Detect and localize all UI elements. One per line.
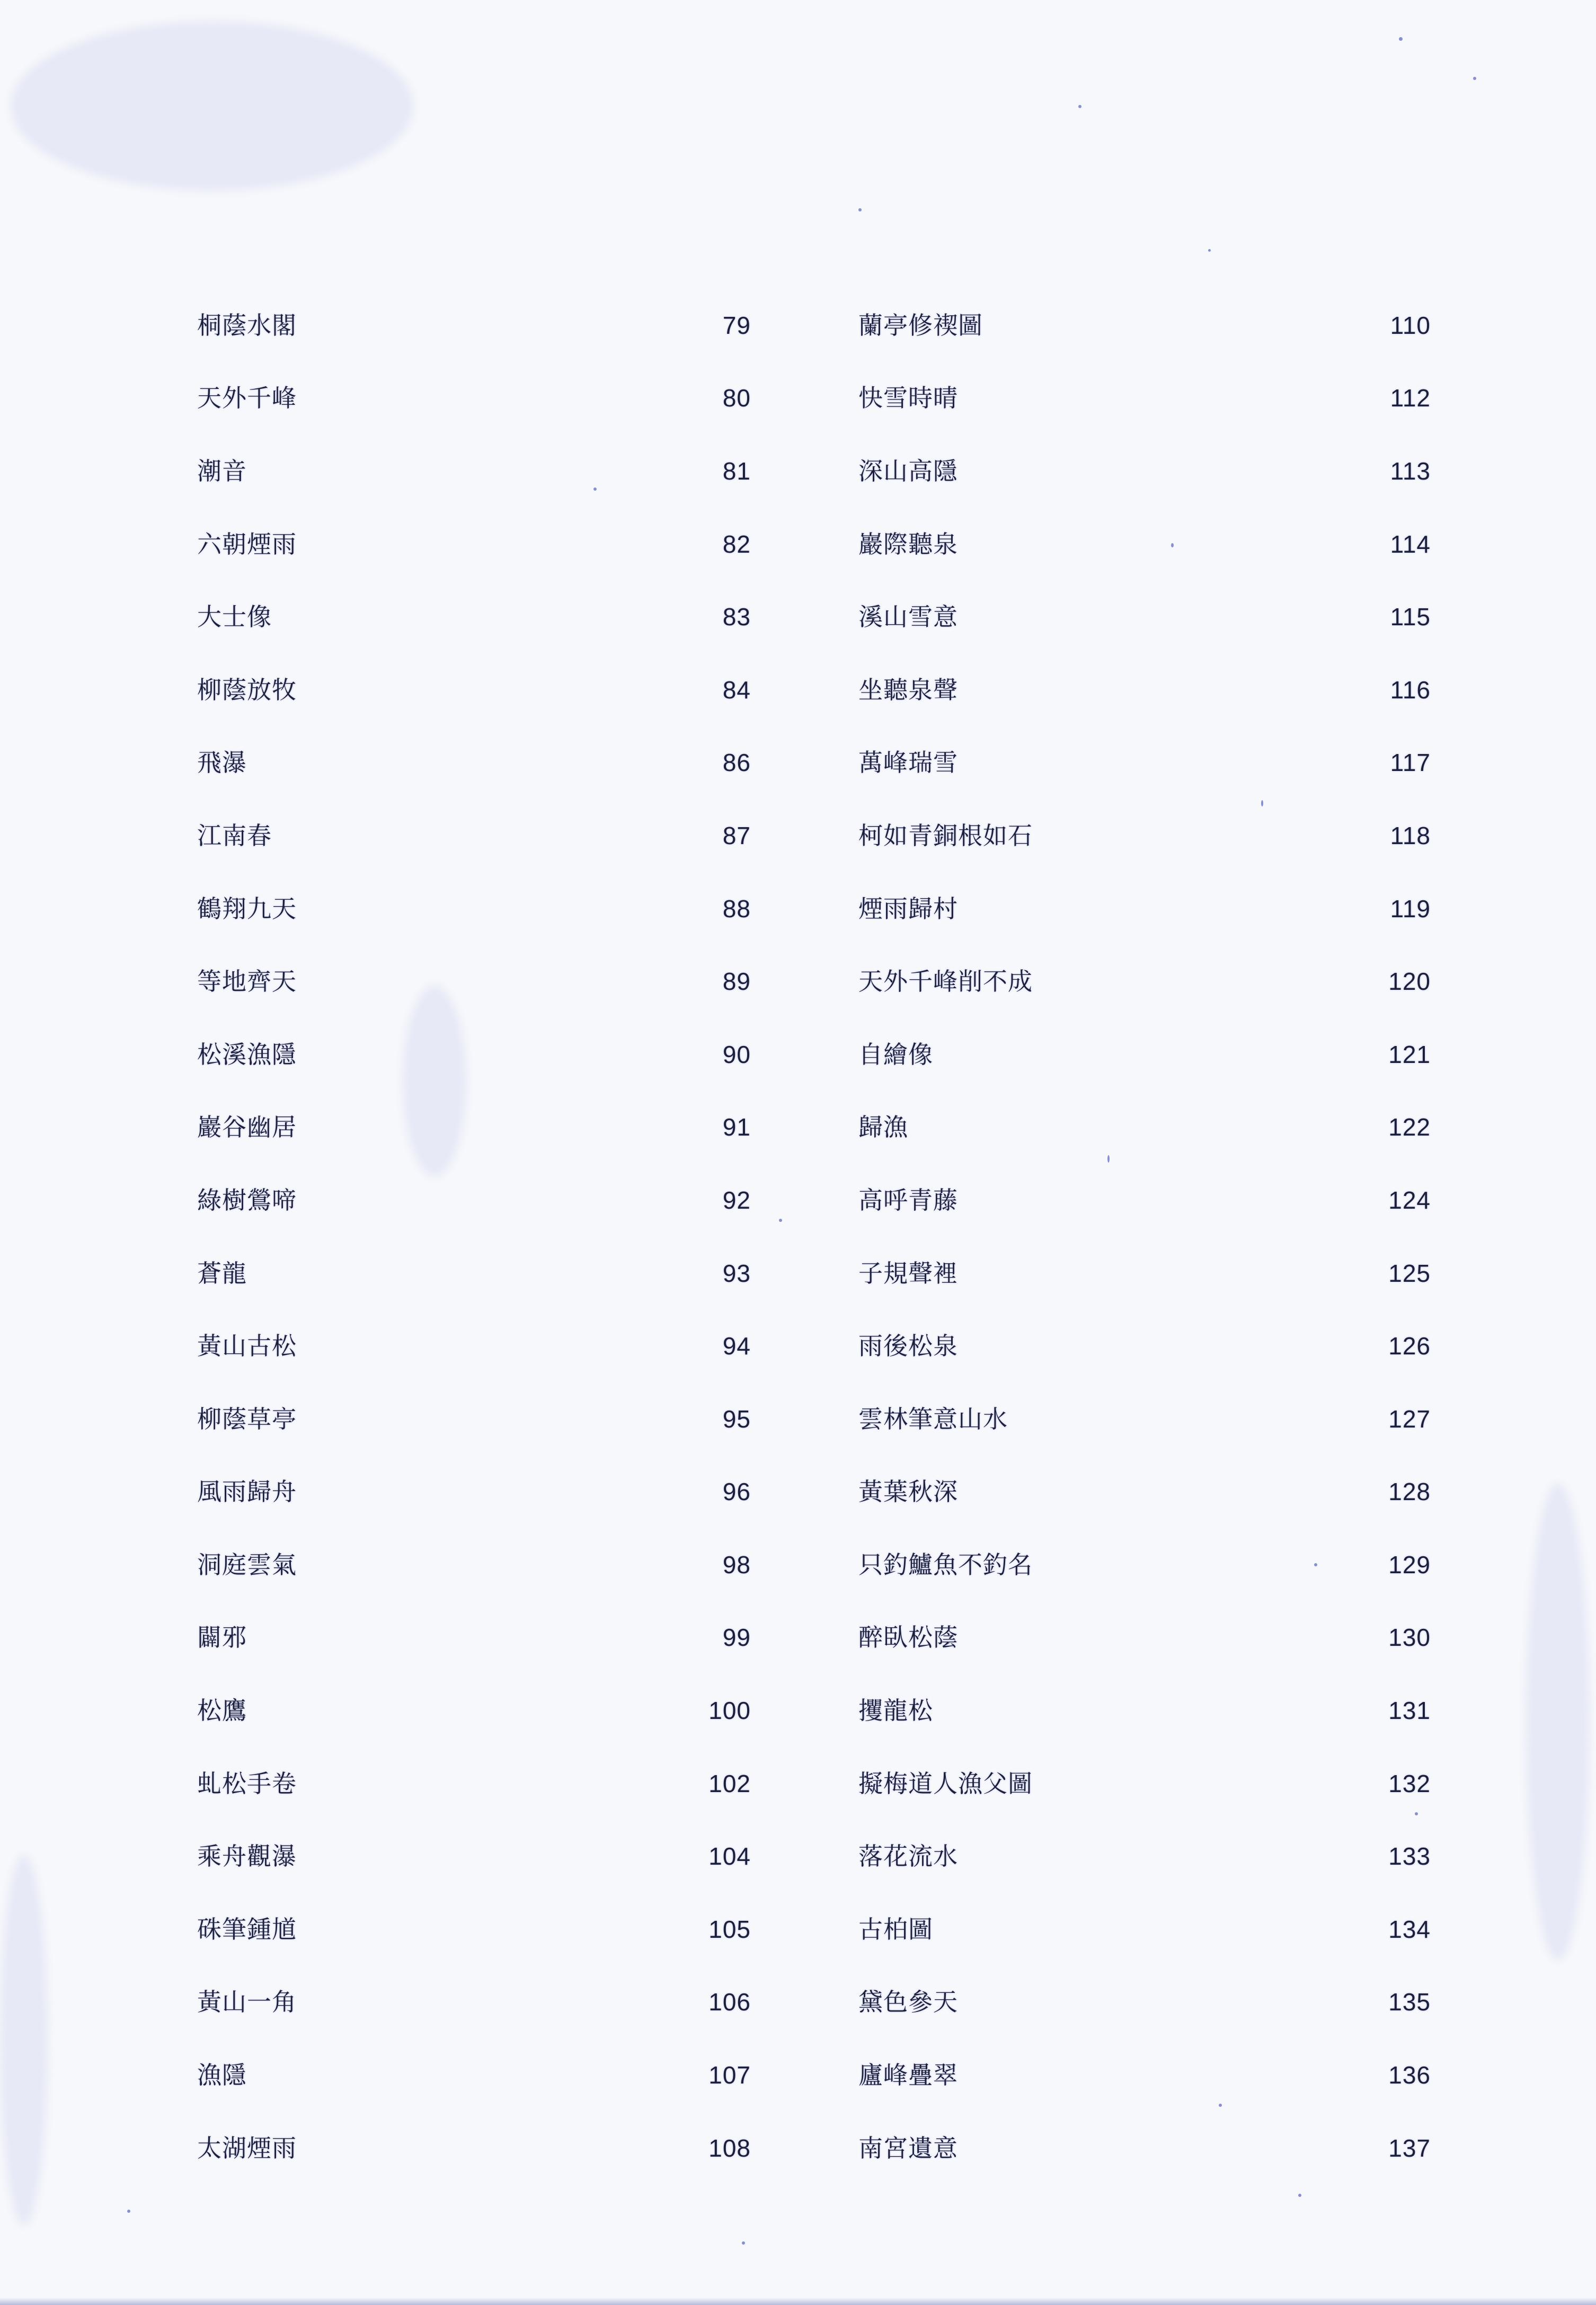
- entry-title: 黛色參天: [858, 1988, 958, 2017]
- entry-title: 鶴翔九天: [197, 894, 297, 923]
- contents-entry: [858, 1018, 1431, 1091]
- entry-title: 古柏圖: [858, 1914, 933, 1944]
- contents-entry: [197, 1164, 751, 1237]
- entry-title: 歸漁: [858, 1113, 908, 1142]
- entry-title: 落花流水: [858, 1842, 958, 1871]
- entry-title: 風雨歸舟: [197, 1477, 297, 1506]
- scan-smudge: [0, 1855, 48, 2226]
- entry-page-number: 137: [1388, 2134, 1431, 2162]
- contents-entry: [858, 1674, 1431, 1747]
- contents-entry: [858, 435, 1431, 508]
- entry-title: 快雪時晴: [858, 384, 958, 413]
- contents-entry: [858, 2038, 1431, 2112]
- scan-speck: [858, 208, 862, 211]
- contents-entry: [197, 1091, 751, 1164]
- entry-title: 虬松手卷: [197, 1769, 297, 1798]
- entry-title: 雲林筆意山水: [858, 1404, 1008, 1433]
- entry-title: 天外千峰: [197, 384, 297, 413]
- contents-column-left: [197, 289, 751, 2184]
- contents-entry: [858, 1091, 1431, 1164]
- entry-page-number: 120: [1388, 968, 1431, 996]
- scan-speck: [742, 2241, 745, 2245]
- contents-entry: [197, 289, 751, 362]
- contents-entry: [197, 1893, 751, 1966]
- entry-title: 桐蔭水閣: [197, 311, 297, 340]
- contents-entry: [858, 580, 1431, 653]
- entry-page-number: 128: [1388, 1478, 1431, 1506]
- entry-title: 南宮遺意: [858, 2133, 958, 2162]
- entry-page-number: 118: [1390, 821, 1431, 849]
- contents-entry: [197, 1018, 751, 1091]
- entry-title: 雨後松泉: [858, 1332, 958, 1361]
- entry-page-number: 110: [1390, 311, 1431, 339]
- entry-page-number: 115: [1390, 603, 1431, 631]
- entry-title: 柯如青銅根如石: [858, 821, 1033, 850]
- entry-page-number: 82: [722, 530, 751, 558]
- entry-page-number: 89: [722, 968, 751, 996]
- entry-page-number: 102: [708, 1769, 751, 1797]
- scan-speck: [1208, 249, 1211, 252]
- entry-title: 太湖煙雨: [197, 2133, 297, 2162]
- entry-page-number: 127: [1388, 1405, 1431, 1433]
- contents-entry: [858, 1601, 1431, 1674]
- entry-title: 松鷹: [197, 1696, 247, 1725]
- entry-page-number: 92: [722, 1186, 751, 1214]
- contents-entry: [858, 1966, 1431, 2039]
- entry-title: 江南春: [197, 821, 272, 850]
- entry-title: 蒼龍: [197, 1258, 247, 1288]
- contents-entry: [858, 508, 1431, 581]
- contents-entry: [858, 289, 1431, 362]
- contents-entry: [197, 362, 751, 435]
- entry-page-number: 112: [1390, 384, 1431, 412]
- contents-entry: [858, 1382, 1431, 1456]
- contents-entry: [197, 799, 751, 872]
- contents-entry: [197, 1820, 751, 1893]
- entry-page-number: 98: [722, 1550, 751, 1579]
- entry-page-number: 96: [722, 1478, 751, 1506]
- entry-page-number: 88: [722, 894, 751, 923]
- contents-entry: [197, 872, 751, 945]
- entry-page-number: 130: [1388, 1624, 1431, 1652]
- entry-title: 柳蔭草亭: [197, 1404, 297, 1433]
- contents-column-right: [858, 289, 1431, 2184]
- contents-entry: [197, 1966, 751, 2039]
- scan-bottom-edge: [0, 2298, 1596, 2305]
- entry-page-number: 133: [1388, 1842, 1431, 1870]
- contents-entry: [858, 1164, 1431, 1237]
- contents-entry: [858, 1747, 1431, 1820]
- contents-entry: [197, 508, 751, 581]
- entry-title: 天外千峰削不成: [858, 967, 1033, 996]
- entry-page-number: 136: [1388, 2061, 1431, 2089]
- entry-title: 洞庭雲氣: [197, 1550, 297, 1579]
- contents-entry: [197, 653, 751, 726]
- entry-title: 大士像: [197, 602, 272, 632]
- scan-speck: [779, 1219, 782, 1222]
- entry-title: 攫龍松: [858, 1696, 933, 1725]
- entry-title: 高呼青藤: [858, 1185, 958, 1214]
- entry-title: 闢邪: [197, 1623, 247, 1652]
- contents-entry: [197, 2038, 751, 2112]
- scan-smudge: [1526, 1484, 1590, 1961]
- contents-entry: [858, 1820, 1431, 1893]
- entry-page-number: 80: [722, 384, 751, 412]
- entry-page-number: 117: [1390, 749, 1431, 777]
- contents-entry: [858, 872, 1431, 945]
- contents-entry: [197, 1237, 751, 1310]
- entry-title: 自繪像: [858, 1040, 933, 1069]
- contents-entry: [858, 1456, 1431, 1529]
- entry-title: 煙雨歸村: [858, 894, 958, 923]
- entry-page-number: 108: [708, 2134, 751, 2162]
- contents-entry: [197, 2112, 751, 2185]
- entry-page-number: 126: [1388, 1332, 1431, 1360]
- entry-title: 飛瀑: [197, 748, 247, 777]
- entry-page-number: 79: [722, 311, 751, 339]
- entry-page-number: 100: [708, 1697, 751, 1725]
- contents-entry: [197, 1674, 751, 1747]
- contents-entry: [858, 726, 1431, 800]
- entry-title: 松溪漁隱: [197, 1040, 297, 1069]
- entry-title: 深山高隱: [858, 456, 958, 485]
- entry-page-number: 95: [722, 1405, 751, 1433]
- entry-title: 擬梅道人漁父圖: [858, 1769, 1033, 1798]
- contents-entry: [197, 580, 751, 653]
- entry-title: 漁隱: [197, 2061, 247, 2090]
- contents-entry: [197, 1456, 751, 1529]
- entry-page-number: 99: [722, 1624, 751, 1652]
- entry-page-number: 114: [1390, 530, 1431, 558]
- entry-page-number: 106: [708, 1988, 751, 2016]
- entry-title: 潮音: [197, 456, 247, 485]
- contents-entry: [858, 362, 1431, 435]
- entry-page-number: 86: [722, 749, 751, 777]
- scan-speck: [1473, 77, 1476, 80]
- entry-page-number: 84: [722, 676, 751, 704]
- contents-entry: [197, 1309, 751, 1382]
- scan-speck: [127, 2210, 130, 2213]
- entry-page-number: 107: [708, 2061, 751, 2089]
- contents-entry: [858, 1893, 1431, 1966]
- scan-speck: [1298, 2194, 1301, 2197]
- contents-entry: [197, 1747, 751, 1820]
- entry-page-number: 105: [708, 1915, 751, 1943]
- entry-page-number: 87: [722, 821, 751, 849]
- entry-page-number: 122: [1388, 1113, 1431, 1141]
- contents-entry: [197, 1528, 751, 1601]
- entry-title: 巖谷幽居: [197, 1113, 297, 1142]
- entry-page-number: 94: [722, 1332, 751, 1360]
- contents-entry: [858, 1528, 1431, 1601]
- contents-entry: [197, 726, 751, 800]
- entry-title: 子規聲裡: [858, 1258, 958, 1288]
- entry-page-number: 93: [722, 1259, 751, 1287]
- entry-title: 黃山古松: [197, 1332, 297, 1361]
- entry-page-number: 91: [722, 1113, 751, 1141]
- contents-entry: [858, 2112, 1431, 2185]
- entry-page-number: 104: [708, 1842, 751, 1870]
- entry-title: 柳蔭放牧: [197, 675, 297, 704]
- entry-page-number: 116: [1390, 676, 1431, 704]
- contents-entry: [197, 945, 751, 1018]
- entry-page-number: 121: [1388, 1040, 1431, 1068]
- contents-entry: [197, 435, 751, 508]
- entry-page-number: 124: [1388, 1186, 1431, 1214]
- entry-title: 醉臥松蔭: [858, 1623, 958, 1652]
- entry-title: 只釣鱸魚不釣名: [858, 1550, 1033, 1579]
- entry-title: 硃筆鍾馗: [197, 1914, 297, 1944]
- contents-entry: [858, 799, 1431, 872]
- entry-title: 萬峰瑞雪: [858, 748, 958, 777]
- entry-title: 坐聽泉聲: [858, 675, 958, 704]
- entry-title: 蘭亭修禊圖: [858, 311, 983, 340]
- entry-title: 溪山雪意: [858, 602, 958, 632]
- scan-smudge: [11, 21, 413, 191]
- contents-entry: [197, 1382, 751, 1456]
- entry-page-number: 131: [1388, 1697, 1431, 1725]
- entry-title: 黃葉秋深: [858, 1477, 958, 1506]
- entry-title: 廬峰疊翠: [858, 2061, 958, 2090]
- entry-title: 六朝煙雨: [197, 529, 297, 558]
- entry-page-number: 83: [722, 603, 751, 631]
- contents-entry: [858, 1309, 1431, 1382]
- entry-title: 綠樹鶯啼: [197, 1185, 297, 1214]
- entry-title: 乘舟觀瀑: [197, 1842, 297, 1871]
- entry-title: 黃山一角: [197, 1988, 297, 2017]
- entry-title: 巖際聽泉: [858, 529, 958, 558]
- entry-page-number: 119: [1390, 894, 1431, 923]
- contents-entry: [858, 1237, 1431, 1310]
- entry-page-number: 113: [1390, 457, 1431, 485]
- entry-page-number: 90: [722, 1040, 751, 1068]
- entry-page-number: 135: [1388, 1988, 1431, 2016]
- entry-page-number: 125: [1388, 1259, 1431, 1287]
- entry-title: 等地齊天: [197, 967, 297, 996]
- entry-page-number: 132: [1388, 1769, 1431, 1797]
- scan-speck: [1078, 105, 1081, 108]
- entry-page-number: 81: [722, 457, 751, 485]
- entry-page-number: 134: [1388, 1915, 1431, 1943]
- contents-entry: [197, 1601, 751, 1674]
- contents-entry: [858, 945, 1431, 1018]
- contents-entry: [858, 653, 1431, 726]
- scan-speck: [1399, 37, 1403, 41]
- entry-page-number: 129: [1388, 1550, 1431, 1579]
